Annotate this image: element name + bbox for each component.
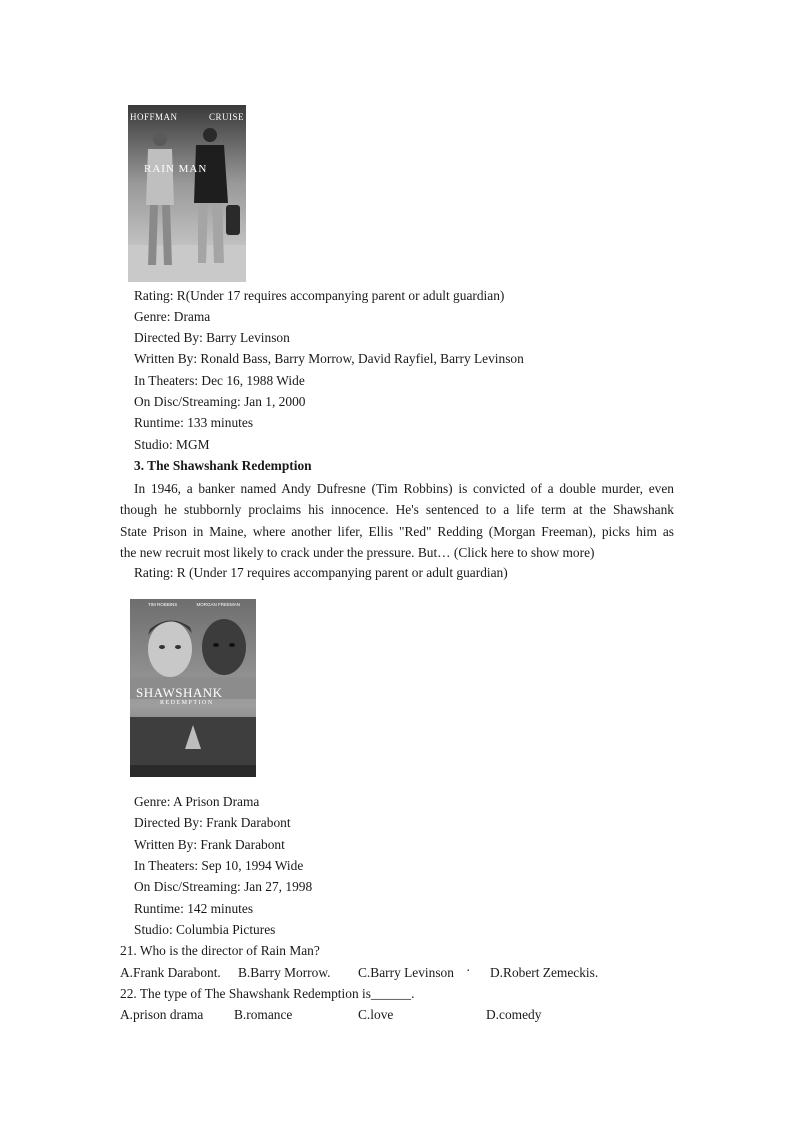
rating-line: Rating: R (Under 17 requires accompanying parent or adult guardian)	[134, 565, 508, 580]
directed-by-line: Directed By: Frank Darabont	[134, 815, 291, 830]
poster-title: RAIN MAN	[144, 163, 208, 175]
runtime-line: Runtime: 133 minutes	[134, 415, 254, 430]
question-22-option-a: A.prison drama	[120, 1007, 204, 1022]
poster-actor-right: CRUISE	[208, 112, 244, 122]
question-21-option-a: A.Frank Darabont.	[120, 965, 221, 980]
question-21-option-c: C.Barry Levinson	[358, 965, 454, 980]
question-22-option-b: B.romance	[234, 1007, 293, 1022]
rain-man-poster-art	[128, 105, 246, 282]
on-disc-line: On Disc/Streaming: Jan 27, 1998	[134, 879, 313, 894]
genre-line: Genre: A Prison Drama	[134, 794, 260, 809]
section-heading: 3. The Shawshank Redemption	[134, 458, 312, 473]
synopsis-line: the new recruit most likely to crack under the pressure. But… (Click here to show more)	[120, 545, 595, 561]
question-22-option-c: C.love	[358, 1007, 394, 1022]
studio-line: Studio: Columbia Pictures	[134, 922, 276, 937]
question-22-option-d: D.comedy	[486, 1007, 542, 1022]
poster-actor-left: TIM ROBBINS	[148, 602, 178, 607]
rain-man-poster	[128, 105, 246, 282]
question-21-stem: 21. Who is the director of Rain Man?	[120, 943, 320, 958]
in-theaters-line: In Theaters: Dec 16, 1988 Wide	[134, 373, 305, 388]
written-by-line: Written By: Ronald Bass, Barry Morrow, David Rayfiel, Barry Levinson	[134, 351, 524, 366]
synopsis-line: State Prison in Maine, where another lifer, Ellis "Red" Redding (Morgan Freeman), picks him as	[120, 523, 674, 539]
question-21-mark: ·	[466, 963, 471, 978]
genre-line: Genre: Drama	[134, 309, 211, 324]
in-theaters-line: In Theaters: Sep 10, 1994 Wide	[134, 858, 304, 873]
synopsis-paragraph	[120, 478, 674, 564]
question-21-option-b: B.Barry Morrow.	[238, 965, 331, 980]
poster-subtitle: REDEMPTION	[160, 700, 214, 706]
synopsis-line: In 1946, a banker named Andy Dufresne (Tim Robbins) is convicted of a double murder, even	[134, 481, 674, 496]
question-22-stem: 22. The type of The Shawshank Redemption is______.	[120, 986, 415, 1001]
question-21-option-d: D.Robert Zemeckis.	[490, 965, 599, 980]
runtime-line: Runtime: 142 minutes	[134, 901, 254, 916]
shawshank-poster	[130, 599, 256, 777]
poster-actor-left: HOFFMAN	[130, 112, 178, 122]
poster-actor-right: MORGAN FREEMAN	[196, 602, 240, 607]
directed-by-line: Directed By: Barry Levinson	[134, 330, 290, 345]
rating-line: Rating: R(Under 17 requires accompanying parent or adult guardian)	[134, 288, 505, 303]
synopsis-line: though he stubbornly proclaims his innocence. He's sentenced to a life term at the Shawshank	[120, 502, 674, 518]
on-disc-line: On Disc/Streaming: Jan 1, 2000	[134, 394, 306, 409]
written-by-line: Written By: Frank Darabont	[134, 837, 285, 852]
poster-title: SHAWSHANK	[136, 685, 223, 700]
studio-line: Studio: MGM	[134, 437, 210, 452]
